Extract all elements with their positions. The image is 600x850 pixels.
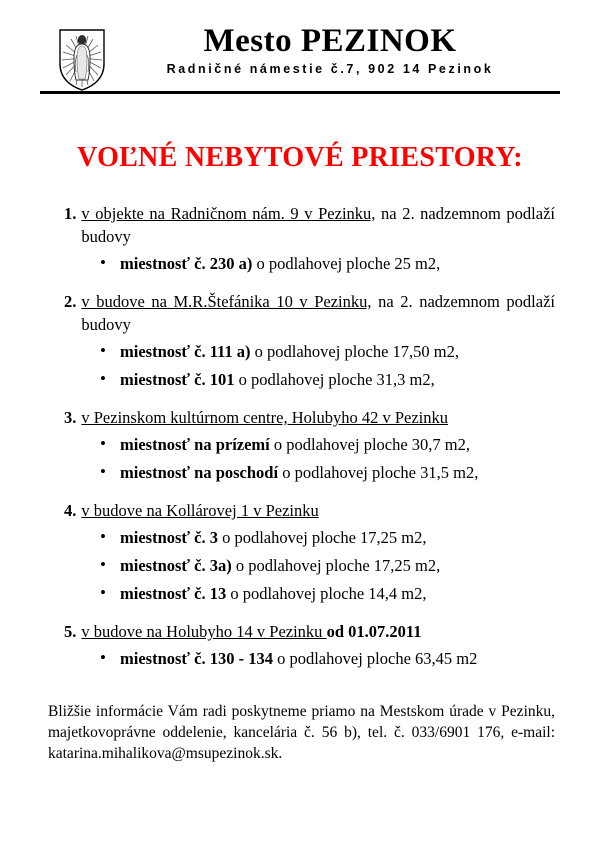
room-list	[52, 526, 555, 606]
room-item	[100, 526, 555, 550]
room-label: miestnosť na poschodí	[120, 463, 279, 482]
room-item	[100, 582, 555, 606]
page-title: VOĽNÉ NEBYTOVÉ PRIESTORY:	[77, 142, 523, 173]
entry-location-underlined: v objekte na Radničnom nám. 9 v Pezinku,	[81, 204, 376, 223]
entry-location-underlined: v budove na Kollárovej 1 v Pezinku	[81, 501, 319, 520]
room-label: miestnosť č. 130 - 134	[120, 649, 273, 668]
list-item	[52, 499, 555, 606]
entry-number: 5.	[64, 622, 77, 641]
header-divider-rule	[40, 91, 560, 94]
entry-number: 2.	[64, 292, 77, 311]
entry-location-underlined: v Pezinskom kultúrnom centre, Holubyho 42 v Pezinku	[81, 408, 448, 427]
list-item	[52, 202, 555, 276]
room-detail: o podlahovej ploche 17,25 m2,	[231, 556, 441, 575]
organization-title: Mesto PEZINOK	[203, 23, 457, 59]
room-label: miestnosť č. 3a)	[120, 556, 232, 575]
vacant-premises-list	[0, 202, 600, 671]
list-item	[52, 406, 555, 485]
room-item	[100, 554, 555, 578]
list-item	[52, 620, 555, 671]
room-label: miestnosť č. 111 a)	[120, 342, 251, 361]
room-label: miestnosť č. 230 a)	[120, 254, 253, 273]
entry-number: 3.	[64, 408, 77, 427]
contact-info-footer	[48, 701, 555, 764]
room-detail: o podlahovej ploche 17,50 m2,	[250, 342, 460, 361]
entry-heading	[52, 499, 555, 522]
room-detail: o podlahovej ploche 25 m2,	[252, 254, 441, 273]
list-item	[52, 290, 555, 392]
room-item	[100, 340, 555, 364]
entry-location	[81, 202, 555, 248]
entry-location	[81, 406, 555, 429]
entry-location-underlined: v budove na Holubyho 14 v Pezinku	[81, 622, 327, 641]
entry-location	[81, 620, 555, 643]
room-item	[100, 433, 555, 457]
room-item	[100, 461, 555, 485]
entry-location	[81, 499, 555, 522]
entry-heading	[52, 406, 555, 429]
room-label: miestnosť č. 101	[120, 370, 235, 389]
entry-location-underlined: v budove na M.R.Štefánika 10 v Pezinku,	[81, 292, 372, 311]
contact-info-text: Bližšie informácie Vám radi poskytneme priamo na Mestskom úrade v Pezinku, majetkovoprávne oddelenie, kancelária č. 56 b), tel. č. 033/6901 176, e-mail: katarina.mihalikova@msupezinok.sk.	[48, 703, 555, 762]
pezinok-coat-of-arms-icon	[58, 28, 106, 92]
room-detail: o podlahovej ploche 14,4 m2,	[226, 584, 427, 603]
entry-heading	[52, 202, 555, 248]
room-detail: o podlahovej ploche 30,7 m2,	[269, 435, 471, 454]
room-detail: o podlahovej ploche 31,3 m2,	[234, 370, 435, 389]
entry-location-rest: na 2. nadzemnom podlaží budovy	[81, 204, 555, 246]
organization-address: Radničné námestie č.7, 902 14 Pezinok	[166, 62, 494, 76]
room-label: miestnosť na prízemí	[120, 435, 270, 454]
entry-number: 4.	[64, 501, 77, 520]
room-list	[52, 433, 555, 485]
room-detail: o podlahovej ploche 31,5 m2,	[278, 463, 479, 482]
entry-availability-date: od 01.07.2011	[326, 622, 422, 641]
room-list	[52, 647, 555, 671]
room-item	[100, 368, 555, 392]
room-item	[100, 647, 555, 671]
room-detail: o podlahovej ploche 17,25 m2,	[217, 528, 427, 547]
room-list	[52, 340, 555, 392]
document-header	[0, 0, 600, 74]
room-item	[100, 252, 555, 276]
entry-location	[81, 290, 555, 336]
room-label: miestnosť č. 3	[120, 528, 218, 547]
entry-location-rest: na 2. nadzemnom podlaží budovy	[81, 292, 556, 334]
room-detail: o podlahovej ploche 63,45 m2	[272, 649, 478, 668]
entry-heading	[52, 290, 555, 336]
room-list	[52, 252, 555, 276]
entry-heading	[52, 620, 555, 643]
header-text-block	[112, 22, 560, 77]
entry-number: 1.	[64, 204, 77, 223]
room-label: miestnosť č. 13	[120, 584, 227, 603]
